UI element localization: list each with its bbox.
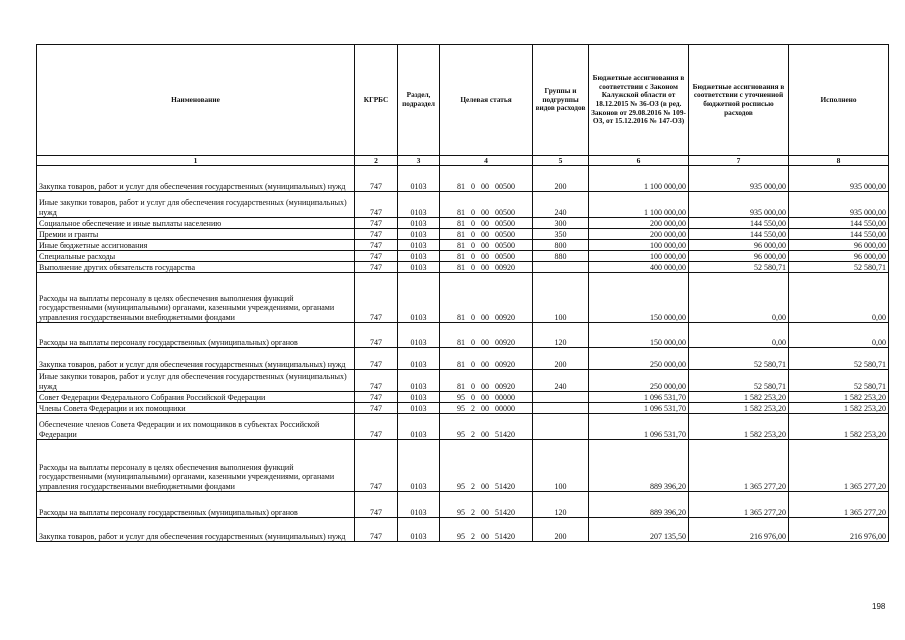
row-refined-amount: 216 976,00 [689,518,789,542]
table-row [37,403,889,414]
row-group: 240 [533,370,589,392]
row-kgrbs: 747 [355,414,398,440]
col-header-name: Наименование [37,45,355,156]
row-kgrbs: 747 [355,348,398,370]
row-target: 95 2 00 51420 [440,440,533,492]
row-section: 0103 [398,273,440,323]
row-section: 0103 [398,392,440,403]
row-section: 0103 [398,440,440,492]
row-name: Выполнение других обязательств государства [37,262,355,273]
row-refined-amount: 52 580,71 [689,262,789,273]
row-name: Специальные расходы [37,251,355,262]
row-target: 81 0 00 00920 [440,348,533,370]
row-section: 0103 [398,166,440,192]
row-group: 300 [533,218,589,229]
row-name: Иные закупки товаров, работ и услуг для обеспечения государственных (муниципальных) нужд [37,370,355,392]
table-row [37,392,889,403]
row-law-amount: 100 000,00 [589,251,689,262]
row-executed-amount: 144 550,00 [789,218,889,229]
row-group: 120 [533,323,589,348]
row-kgrbs: 747 [355,403,398,414]
row-group: 350 [533,229,589,240]
row-law-amount: 1 100 000,00 [589,192,689,218]
row-name: Расходы на выплаты персоналу государственных (муниципальных) органов [37,492,355,518]
table-row [37,262,889,273]
row-name: Обеспечение членов Совета Федерации и их помощников в субъектах Российской Федерации [37,414,355,440]
row-law-amount: 400 000,00 [589,262,689,273]
row-name: Члены Совета Федерации и их помощники [37,403,355,414]
row-section: 0103 [398,240,440,251]
row-law-amount: 200 000,00 [589,218,689,229]
row-target: 95 2 00 00000 [440,403,533,414]
row-refined-amount: 52 580,71 [689,348,789,370]
row-refined-amount: 96 000,00 [689,240,789,251]
row-group [533,403,589,414]
row-law-amount: 150 000,00 [589,273,689,323]
row-name: Иные закупки товаров, работ и услуг для обеспечения государственных (муниципальных) нужд [37,192,355,218]
row-refined-amount: 935 000,00 [689,166,789,192]
row-kgrbs: 747 [355,229,398,240]
row-refined-amount: 0,00 [689,273,789,323]
row-kgrbs: 747 [355,323,398,348]
table-row [37,518,889,542]
table-row [37,166,889,192]
row-target: 81 0 00 00920 [440,273,533,323]
row-name: Премии и гранты [37,229,355,240]
row-name: Закупка товаров, работ и услуг для обеспечения государственных (муниципальных) нужд [37,348,355,370]
row-refined-amount: 1 365 277,20 [689,492,789,518]
row-section: 0103 [398,518,440,542]
row-law-amount: 150 000,00 [589,323,689,348]
row-section: 0103 [398,414,440,440]
col-header-kgrbs: КГРБС [355,45,398,156]
table-row [37,492,889,518]
table-row [37,440,889,492]
row-group [533,262,589,273]
row-executed-amount: 216 976,00 [789,518,889,542]
row-target: 81 0 00 00920 [440,323,533,348]
row-section: 0103 [398,403,440,414]
row-group: 200 [533,518,589,542]
row-name: Расходы на выплаты персоналу в целях обеспечения выполнения функций государственными (муниципальными) органами, казенными учреждениями, органами управления государственными внебюджетными фондами [37,273,355,323]
col-number: 8 [789,156,889,166]
row-group: 120 [533,492,589,518]
col-header-law: Бюджетные ассигнования в соответствии с Законом Калужской области от 18.12.2015 № 36-ОЗ (в ред. Законов от 29.08.2016 № 109-ОЗ, от 15.12.2016 № 147-ОЗ) [589,45,689,156]
row-section: 0103 [398,251,440,262]
col-number: 6 [589,156,689,166]
col-header-target: Целевая статья [440,45,533,156]
row-group: 240 [533,192,589,218]
row-kgrbs: 747 [355,192,398,218]
row-executed-amount: 96 000,00 [789,251,889,262]
row-executed-amount: 1 365 277,20 [789,492,889,518]
row-group: 100 [533,440,589,492]
row-group: 880 [533,251,589,262]
row-name: Иные бюджетные ассигнования [37,240,355,251]
row-executed-amount: 935 000,00 [789,166,889,192]
row-section: 0103 [398,348,440,370]
row-name: Расходы на выплаты персоналу в целях обеспечения выполнения функций государственными (муниципальными) органами, казенными учреждениями, органами управления государственными внебюджетными фондами [37,440,355,492]
row-target: 81 0 00 00500 [440,166,533,192]
row-executed-amount: 96 000,00 [789,240,889,251]
table-body [37,166,889,542]
row-target: 81 0 00 00500 [440,218,533,229]
row-section: 0103 [398,262,440,273]
table-row [37,251,889,262]
table-row [37,229,889,240]
row-section: 0103 [398,370,440,392]
table-row [37,240,889,251]
row-kgrbs: 747 [355,240,398,251]
row-executed-amount: 1 582 253,20 [789,414,889,440]
table-row [37,348,889,370]
row-refined-amount: 96 000,00 [689,251,789,262]
row-refined-amount: 1 582 253,20 [689,403,789,414]
table-row [37,414,889,440]
row-section: 0103 [398,218,440,229]
row-group: 100 [533,273,589,323]
row-group: 200 [533,166,589,192]
row-executed-amount: 935 000,00 [789,192,889,218]
row-name: Расходы на выплаты персоналу государственных (муниципальных) органов [37,323,355,348]
row-executed-amount: 1 582 253,20 [789,403,889,414]
row-refined-amount: 144 550,00 [689,229,789,240]
row-law-amount: 1 100 000,00 [589,166,689,192]
row-target: 81 0 00 00500 [440,192,533,218]
col-header-group: Группы и подгруппы видов расходов [533,45,589,156]
row-refined-amount: 52 580,71 [689,370,789,392]
row-group [533,392,589,403]
row-law-amount: 1 096 531,70 [589,414,689,440]
row-kgrbs: 747 [355,440,398,492]
row-refined-amount: 935 000,00 [689,192,789,218]
row-target: 81 0 00 00920 [440,370,533,392]
row-executed-amount: 52 580,71 [789,348,889,370]
col-number: 5 [533,156,589,166]
row-section: 0103 [398,492,440,518]
table-row [37,370,889,392]
row-kgrbs: 747 [355,273,398,323]
col-number: 2 [355,156,398,166]
row-target: 81 0 00 00920 [440,262,533,273]
col-number: 1 [37,156,355,166]
page-number: 198 [872,602,886,611]
budget-table [36,44,889,542]
row-executed-amount: 52 580,71 [789,370,889,392]
row-law-amount: 207 135,50 [589,518,689,542]
row-section: 0103 [398,229,440,240]
row-executed-amount: 1 582 253,20 [789,392,889,403]
row-law-amount: 250 000,00 [589,348,689,370]
row-law-amount: 889 396,20 [589,492,689,518]
row-executed-amount: 52 580,71 [789,262,889,273]
row-kgrbs: 747 [355,166,398,192]
row-name: Закупка товаров, работ и услуг для обеспечения государственных (муниципальных) нужд [37,166,355,192]
table-row [37,218,889,229]
row-executed-amount: 0,00 [789,323,889,348]
row-law-amount: 1 096 531,70 [589,403,689,414]
row-section: 0103 [398,323,440,348]
row-group: 800 [533,240,589,251]
row-name: Закупка товаров, работ и услуг для обеспечения государственных (муниципальных) нужд [37,518,355,542]
row-target: 81 0 00 00500 [440,229,533,240]
row-kgrbs: 747 [355,218,398,229]
row-kgrbs: 747 [355,492,398,518]
row-target: 95 2 00 51420 [440,492,533,518]
row-kgrbs: 747 [355,370,398,392]
row-group [533,414,589,440]
row-executed-amount: 1 365 277,20 [789,440,889,492]
col-header-executed: Исполнено [789,45,889,156]
row-kgrbs: 747 [355,251,398,262]
row-executed-amount: 0,00 [789,273,889,323]
row-law-amount: 100 000,00 [589,240,689,251]
row-name: Социальное обеспечение и иные выплаты населению [37,218,355,229]
table-row [37,323,889,348]
col-number: 3 [398,156,440,166]
row-law-amount: 1 096 531,70 [589,392,689,403]
row-law-amount: 889 396,20 [589,440,689,492]
row-target: 95 2 00 51420 [440,518,533,542]
row-target: 95 2 00 51420 [440,414,533,440]
row-refined-amount: 1 582 253,20 [689,414,789,440]
row-target: 81 0 00 00500 [440,251,533,262]
row-target: 81 0 00 00500 [440,240,533,251]
table-row [37,192,889,218]
row-refined-amount: 1 582 253,20 [689,392,789,403]
row-refined-amount: 0,00 [689,323,789,348]
row-kgrbs: 747 [355,262,398,273]
table-row [37,273,889,323]
row-name: Совет Федерации Федерального Собрания Российской Федерации [37,392,355,403]
row-group: 200 [533,348,589,370]
col-number: 7 [689,156,789,166]
column-number-row [37,156,889,166]
header-row [37,45,889,156]
row-target: 95 0 00 00000 [440,392,533,403]
col-header-section: Раздел, подраздел [398,45,440,156]
row-refined-amount: 144 550,00 [689,218,789,229]
row-kgrbs: 747 [355,518,398,542]
col-number: 4 [440,156,533,166]
row-refined-amount: 1 365 277,20 [689,440,789,492]
col-header-refined: Бюджетные ассигнования в соответствии с уточненной бюджетной росписью расходов [689,45,789,156]
row-executed-amount: 144 550,00 [789,229,889,240]
row-kgrbs: 747 [355,392,398,403]
row-law-amount: 200 000,00 [589,229,689,240]
row-section: 0103 [398,192,440,218]
row-law-amount: 250 000,00 [589,370,689,392]
